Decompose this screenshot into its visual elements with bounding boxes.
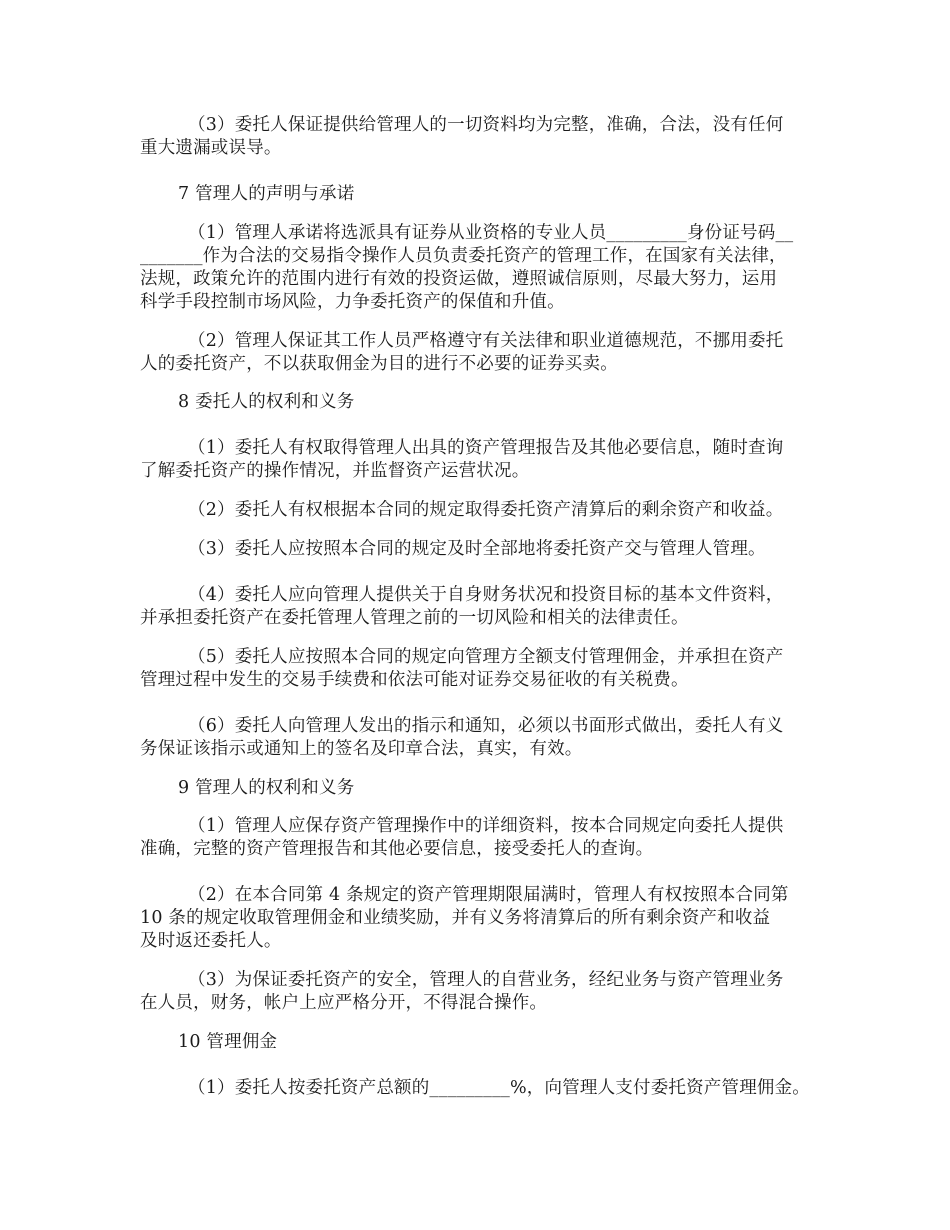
- clause-8-4-line-1: （4）委托人应向管理人提供关于自身财务状况和投资目标的基本文件资料，: [188, 585, 784, 605]
- clause-9-2-line-3: 及时返还委托人。: [140, 931, 282, 951]
- section-9-heading: 9 管理人的权利和义务: [178, 778, 355, 798]
- clause-9-2-line-1: （2）在本合同第 4 条规定的资产管理期限届满时，管理人有权按照本合同第: [188, 885, 789, 905]
- clause-8-2-line-1: （2）委托人有权根据本合同的规定取得委托资产清算后的剩余资产和收益。: [188, 500, 784, 520]
- clause-8-1-line-2: 了解委托资产的操作情况，并监督资产运营状况。: [140, 461, 530, 481]
- clause-6-3-line-2: 重大遗漏或误导。: [140, 138, 282, 158]
- clause-7-1-line-2: _______作为合法的交易指令操作人员负责委托资产的管理工作，在国家有关法律，: [140, 246, 787, 266]
- clause-9-3-line-1: （3）为保证委托资产的安全，管理人的自营业务，经纪业务与资产管理业务: [188, 970, 784, 990]
- clause-8-1-line-1: （1）委托人有权取得管理人出具的资产管理报告及其他必要信息，随时查询: [188, 438, 784, 458]
- section-7-heading: 7 管理人的声明与承诺: [178, 184, 355, 204]
- clause-7-1-line-1: （1）管理人承诺将选派具有证券从业资格的专业人员_________身份证号码__: [188, 223, 794, 243]
- clause-8-3-line-1: （3）委托人应按照本合同的规定及时全部地将委托资产交与管理人管理。: [188, 539, 766, 559]
- clause-7-2-line-1: （2）管理人保证其工作人员严格遵守有关法律和职业道德规范，不挪用委托: [188, 331, 784, 351]
- clause-7-1-line-4: 科学手段控制市场风险，力争委托资产的保值和升值。: [140, 292, 565, 312]
- section-8-heading: 8 委托人的权利和义务: [178, 392, 355, 412]
- clause-8-4-line-2: 并承担委托资产在委托管理人管理之前的一切风险和相关的法律责任。: [140, 608, 689, 628]
- clause-7-2-line-2: 人的委托资产，不以获取佣金为目的进行不必要的证券买卖。: [140, 354, 618, 374]
- clause-8-6-line-2: 务保证该指示或通知上的签名及印章合法，真实，有效。: [140, 739, 583, 759]
- clause-6-3-line-1: （3）委托人保证提供给管理人的一切资料均为完整，准确，合法，没有任何: [188, 115, 784, 135]
- clause-9-1-line-2: 准确，完整的资产管理报告和其他必要信息，接受委托人的查询。: [140, 839, 654, 859]
- clause-8-6-line-1: （6）委托人向管理人发出的指示和通知，必须以书面形式做出，委托人有义: [188, 716, 784, 736]
- clause-9-3-line-2: 在人员，财务，帐户上应严格分开，不得混合操作。: [140, 993, 548, 1013]
- clause-9-1-line-1: （1）管理人应保存资产管理操作中的详细资料，按本合同规定向委托人提供: [188, 816, 784, 836]
- clause-7-1-line-3: 法规，政策允许的范围内进行有效的投资运做，遵照诚信原则，尽最大努力，运用: [140, 269, 778, 289]
- clause-10-1-line-1: （1）委托人按委托资产总额的_________%，向管理人支付委托资产管理佣金。: [188, 1078, 811, 1098]
- clause-9-2-line-2: 10 条的规定收取管理佣金和业绩奖励，并有义务将清算后的所有剩余资产和收益: [140, 908, 771, 928]
- clause-8-5-line-1: （5）委托人应按照本合同的规定向管理方全额支付管理佣金，并承担在资产: [188, 647, 784, 667]
- section-10-heading: 10 管理佣金: [178, 1032, 278, 1052]
- clause-8-5-line-2: 管理过程中发生的交易手续费和依法可能对证券交易征收的有关税费。: [140, 670, 689, 690]
